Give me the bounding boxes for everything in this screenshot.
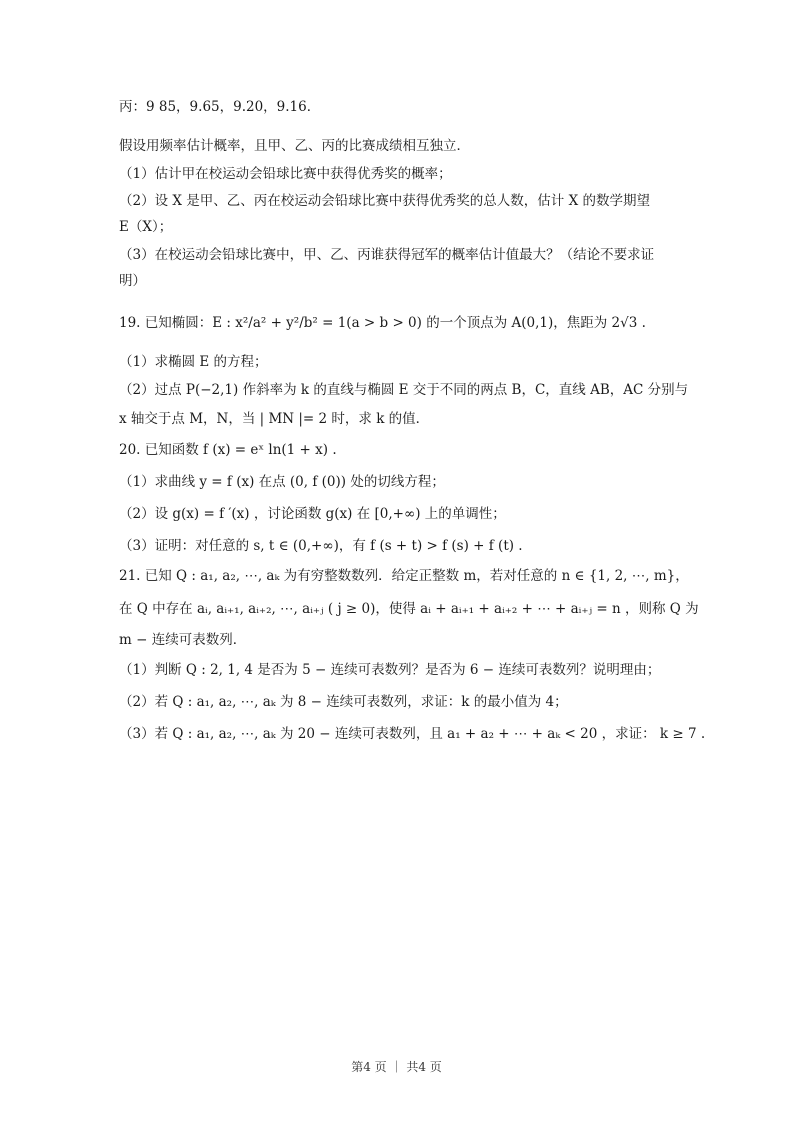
text-line-12: 20. 已知函数 f (x) = eˣ ln(1 + x) . [119,442,337,458]
text-line-9: （1）求椭圆 E 的方程； [119,354,268,370]
text-line-6: （3）在校运动会铅球比赛中，甲、乙、丙谁获得冠军的概率估计值最大？（结论不要求证 [119,247,655,263]
text-line-8: 19. 已知椭圆：E : x²/a² + y²/b² = 1(a > b > 0) 的一个顶点为 A(0,1)，焦距为 2√3 . [119,315,646,331]
text-line-2: 假设用频率估计概率，且甲、乙、丙的比赛成绩相互独立． [119,138,470,154]
text-line-17: 在 Q 中存在 aᵢ, aᵢ₊₁, aᵢ₊₂, ⋯, aᵢ₊ⱼ ( j ≥ 0)，使得 aᵢ + aᵢ₊₁ + aᵢ₊₂ + ⋯ + aᵢ₊ⱼ = n ，则称 Q 为 [119,601,699,617]
text-line-18: m − 连续可表数列． [119,632,247,648]
text-line-14: （2）设 g(x) = f ′(x) ，讨论函数 g(x) 在 [0,+∞) 上的单调性； [119,506,506,522]
text-line-13: （1）求曲线 y = f (x) 在点 (0, f (0)) 处的切线方程； [119,474,445,490]
text-line-10: （2）过点 P(−2,1) 作斜率为 k 的直线与椭圆 E 交于不同的两点 B，C，直线 AB，AC 分别与 [119,382,689,398]
text-line-11: x 轴交于点 M，N，当 | MN |= 2 时，求 k 的值． [119,411,430,427]
text-line-4: （2）设 X 是甲、乙、丙在校运动会铅球比赛中获得优秀奖的总人数，估计 X 的数学期望 [119,193,650,209]
text-line-20: （2）若 Q : a₁, a₂, ⋯, aₖ 为 8 − 连续可表数列，求证：k 的最小值为 4； [119,694,568,710]
text-line-16: 21. 已知 Q : a₁, a₂, ⋯, aₖ 为有穷整数数列．给定正整数 m，若对任意的 n ∈ {1, 2, ⋯, m}， [119,568,689,584]
text-line-3: （1）估计甲在校运动会铅球比赛中获得优秀奖的概率； [119,166,452,182]
page-footer: 第4 页 ｜ 共4 页 [351,1060,442,1074]
text-line-7: 明） [119,273,146,289]
text-line-15: （3）证明：对任意的 s, t ∈ (0,+∞)，有 f (s + t) > f (s) + f (t) . [119,538,523,554]
text-line-21: （3）若 Q : a₁, a₂, ⋯, aₖ 为 20 − 连续可表数列，且 a₁ + a₂ + ⋯ + aₖ < 20 ，求证： k ≥ 7 . [119,726,706,742]
text-line-1: 丙：9 85，9.65，9.20，9.16． [119,99,321,115]
text-line-19: （1）判断 Q : 2, 1, 4 是否为 5 − 连续可表数列？是否为 6 − 连续可表数列？说明理由； [119,662,661,678]
text-line-5: E（X）； [119,219,173,235]
